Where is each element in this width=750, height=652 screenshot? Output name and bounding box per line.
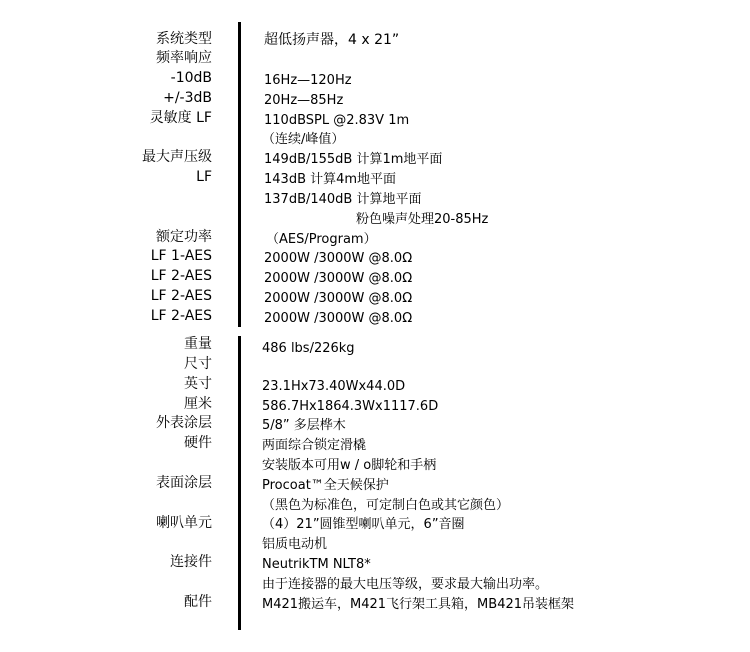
value-aes-program: （AES/Program） (266, 232, 377, 247)
value-pink-noise: 粉色噪声处理20-85Hz (356, 212, 489, 227)
label-drivers: 喇叭单元 (156, 515, 212, 531)
value-connectors: NeutrikTM NLT8* (262, 557, 371, 572)
value-dim-inch: 23.1Hx73.40Wx44.0D (262, 379, 406, 394)
value-finish-1: Procoat™全天候保护 (262, 478, 389, 493)
value-power-lf2: 2000W /3000W @8.0Ω (264, 271, 413, 286)
value-freq-minus10: 16Hz—120Hz (264, 73, 352, 88)
label-max-spl: 最大声压级 (142, 149, 212, 165)
value-connectors-note: 由于连接器的最大电压等级，要求最大输出功率。 (262, 577, 549, 592)
label-lf2-aes: LF 2-AES (150, 308, 212, 324)
label-enclosure: 外表涂层 (156, 415, 212, 431)
label-lf2-aes: LF 2-AES (150, 288, 212, 304)
value-hardware-2: 安装版本可用w / o脚轮和手柄 (262, 458, 437, 473)
label-inch: 英寸 (184, 376, 212, 392)
label-freq-response: 频率响应 (156, 50, 212, 66)
value-power-lf2: 2000W /3000W @8.0Ω (264, 311, 413, 326)
label-connectors: 连接件 (170, 554, 212, 570)
label-dimensions: 尺寸 (184, 356, 212, 372)
label-weight: 重量 (184, 336, 212, 352)
value-hardware-1: 两面综合锁定滑橇 (262, 438, 367, 453)
value-power-lf1: 2000W /3000W @8.0Ω (264, 251, 413, 266)
value-enclosure: 5/8” 多层桦木 (262, 418, 346, 433)
value-weight: 486 lbs/226kg (262, 341, 355, 356)
label-accessories: 配件 (184, 594, 212, 610)
label-cm: 厘米 (184, 396, 212, 412)
label-system-type: 系统类型 (156, 31, 212, 47)
value-dim-cm: 586.7Hx1864.3Wx1117.6D (262, 399, 439, 414)
value-spl-ground: 137dB/140dB 计算地平面 (264, 192, 422, 207)
value-drivers-1: （4）21”圆锥型喇叭单元，6”音圈 (262, 517, 465, 532)
value-system-type: 超低扬声器，4 x 21” (264, 32, 400, 48)
label-rated-power: 额定功率 (156, 229, 212, 245)
label-hardware: 硬件 (184, 435, 212, 451)
divider-rule-bottom (238, 336, 241, 630)
label-minus10db: -10dB (170, 70, 212, 86)
label-finish: 表面涂层 (156, 475, 212, 491)
value-power-lf2: 2000W /3000W @8.0Ω (264, 291, 413, 306)
label-pm3db: +/-3dB (163, 90, 212, 106)
label-lf: LF (196, 169, 212, 185)
value-freq-pm3: 20Hz—85Hz (264, 93, 344, 108)
value-accessories: M421搬运车，M421飞行架工具箱，MB421吊装框架 (262, 597, 575, 612)
label-lf1-aes: LF 1-AES (150, 248, 212, 264)
value-spl-1m: 149dB/155dB 计算1m地平面 (264, 152, 443, 167)
value-drivers-2: 铝质电动机 (262, 537, 328, 552)
value-sensitivity: 110dBSPL @2.83V 1m (264, 113, 410, 128)
value-sensitivity-note: （连续/峰值） (262, 132, 345, 147)
divider-rule-top (238, 22, 241, 327)
value-finish-2: （黑色为标准色，可定制白色或其它颜色） (262, 498, 510, 513)
label-sensitivity: 灵敏度 LF (149, 110, 212, 126)
label-lf2-aes: LF 2-AES (150, 268, 212, 284)
value-spl-4m: 143dB 计算4m地平面 (264, 172, 397, 187)
